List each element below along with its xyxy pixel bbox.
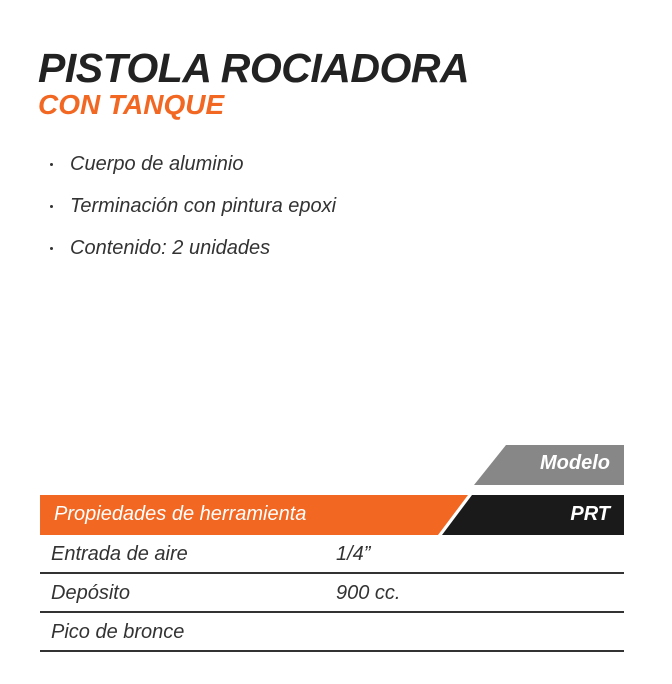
feature-item bbox=[50, 232, 336, 274]
feature-item bbox=[50, 190, 336, 232]
bullet-icon bbox=[50, 163, 53, 166]
spec-name: Entrada de aire bbox=[51, 543, 188, 565]
properties-header-bar bbox=[40, 495, 624, 535]
feature-list bbox=[50, 148, 336, 274]
model-column-header bbox=[474, 445, 624, 485]
bullet-icon bbox=[50, 247, 53, 250]
spec-name: Depósito bbox=[51, 582, 130, 604]
model-code: PRT bbox=[570, 503, 610, 525]
feature-text: Cuerpo de aluminio bbox=[70, 153, 244, 175]
spec-name: Pico de bronce bbox=[51, 621, 185, 643]
properties-label: Propiedades de herramienta bbox=[54, 503, 307, 525]
model-header-label: Modelo bbox=[540, 452, 610, 474]
product-subtitle: CON TANQUE bbox=[38, 89, 225, 120]
feature-text: Terminación con pintura epoxi bbox=[70, 195, 337, 217]
product-title: PISTOLA ROCIADORA bbox=[38, 45, 470, 91]
spec-value: 1/4” bbox=[336, 543, 371, 565]
spec-value: 900 cc. bbox=[336, 582, 401, 604]
table-row bbox=[40, 574, 624, 613]
feature-item bbox=[50, 148, 336, 190]
table-row bbox=[40, 613, 624, 652]
bullet-icon bbox=[50, 205, 53, 208]
feature-text: Contenido: 2 unidades bbox=[70, 237, 271, 259]
table-row bbox=[40, 535, 624, 574]
spec-table bbox=[40, 535, 624, 652]
